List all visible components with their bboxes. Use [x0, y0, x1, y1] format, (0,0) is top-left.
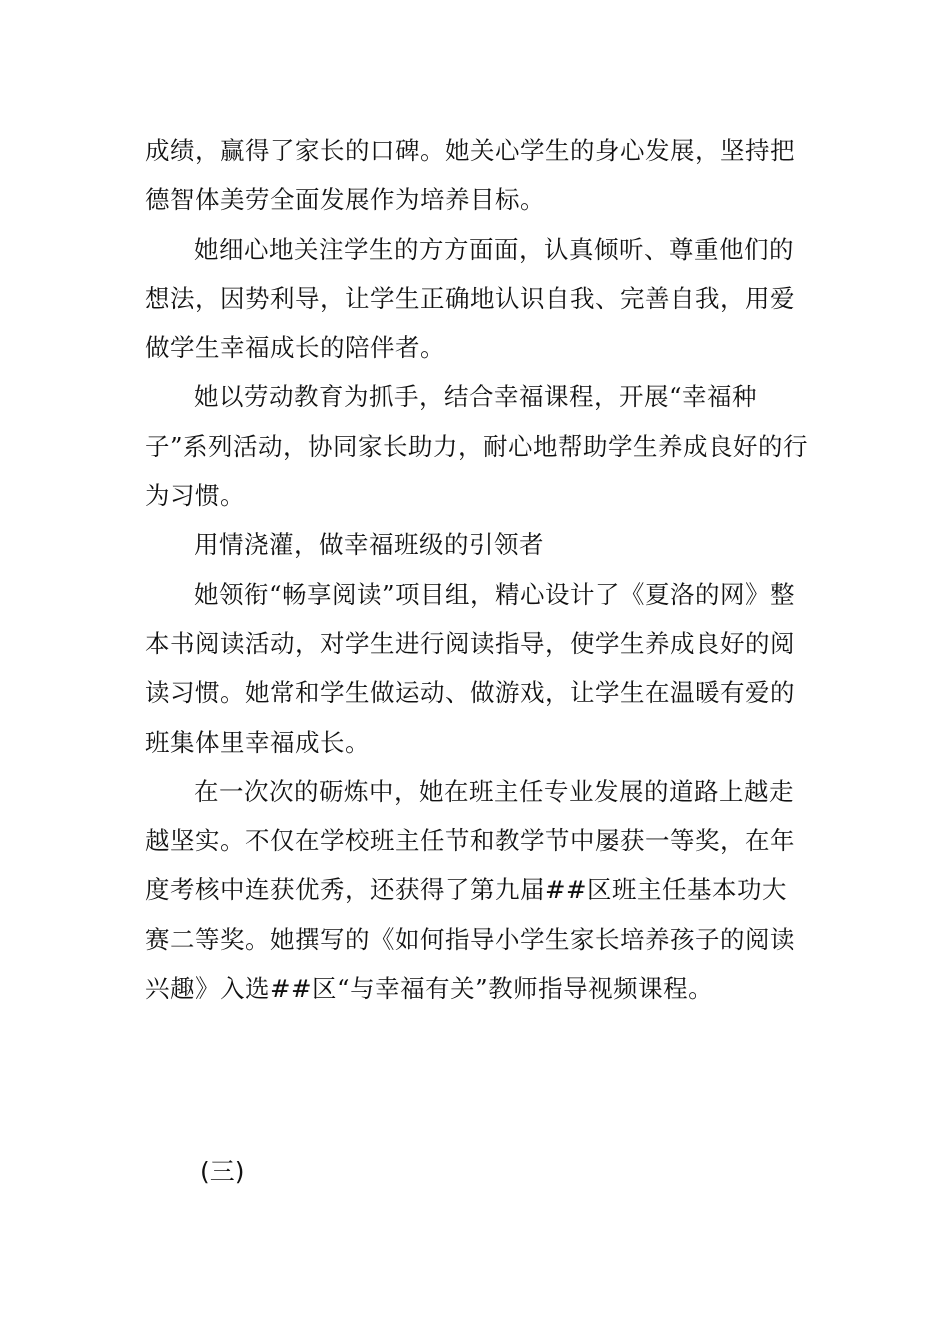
paragraph-3: 她以劳动教育为抓手，结合幸福课程，开展“幸福种子”系列活动，协同家长助力，耐心地帮助学生养成良好的行为习惯。 [145, 382, 809, 511]
section-heading: 用情浇灌，做幸福班级的引领者 [194, 530, 544, 560]
paragraph-5: 在一次次的砺炼中，她在班主任专业发展的道路上越走越坚实。不仅在学校班主任节和教学节中屡获一等奖，在年度考核中连获优秀，还获得了第九届##区班主任基本功大赛二等奖。她撰写的《如何指导小学生家长培养孩子的阅读兴趣》入选##区“与幸福有关”教师指导视频课程。 [145, 776, 795, 1004]
document-body [145, 126, 810, 1013]
section-number-label: (三) [200, 1157, 245, 1186]
paragraph-2: 她细心地关注学生的方方面面，认真倾听、尊重他们的想法，因势利导，让学生正确地认识自我、完善自我，用爱做学生幸福成长的陪伴者。 [145, 234, 795, 363]
paragraph-4: 她领衔“畅享阅读”项目组，精心设计了《夏洛的网》整本书阅读活动，对学生进行阅读指导，使学生养成良好的阅读习惯。她常和学生做运动、做游戏，让学生在温暖有爱的班集体里幸福成长。 [145, 579, 796, 757]
paragraph-1: 成绩，赢得了家长的口碑。她关心学生的身心发展，坚持把德智体美劳全面发展作为培养目标。 [145, 136, 795, 215]
